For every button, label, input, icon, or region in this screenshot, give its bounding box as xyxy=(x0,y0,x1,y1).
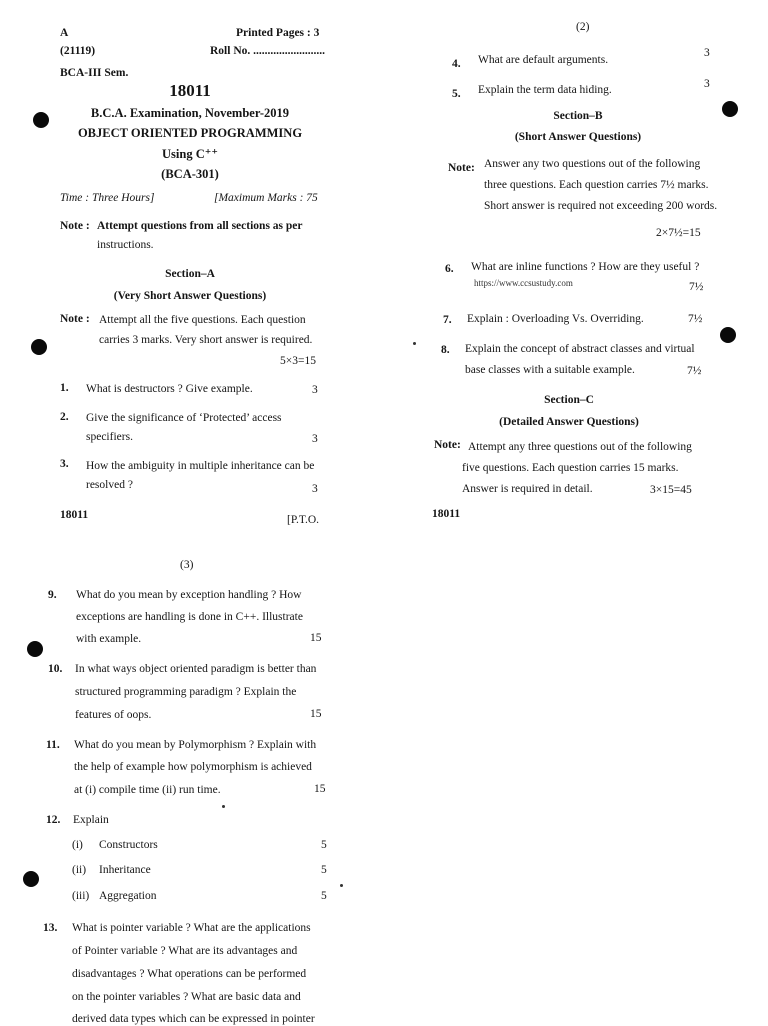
note-text: carries 3 marks. Very short answer is required. xyxy=(99,334,313,346)
note-text: Short answer is required not exceeding 200 words. xyxy=(484,200,718,212)
question-marks: 15 xyxy=(314,783,326,795)
question-marks: 7½ xyxy=(687,365,702,377)
question-text: base classes with a suitable example. xyxy=(465,364,635,376)
question-number: 2. xyxy=(60,411,69,423)
question-text: features of oops. xyxy=(75,709,152,721)
semester: BCA-III Sem. xyxy=(60,67,129,79)
question-text: What do you mean by exception handling ? How xyxy=(76,589,302,601)
exam-code: (21119) xyxy=(60,45,96,57)
note-text: Attempt questions from all sections as per xyxy=(97,220,303,232)
punch-hole xyxy=(31,339,47,355)
question-text: How the ambiguity in multiple inheritance can be xyxy=(86,460,315,472)
scan-speck xyxy=(222,805,225,808)
question-marks: 3 xyxy=(704,78,710,90)
note-text: five questions. Each question carries 15 marks. xyxy=(462,462,679,474)
footer-code: 18011 xyxy=(432,508,461,520)
section-c-subheading: (Detailed Answer Questions) xyxy=(499,416,639,428)
question-number: 8. xyxy=(441,344,450,356)
question-text: Explain the concept of abstract classes and virtual xyxy=(465,343,695,355)
question-number: 1. xyxy=(60,382,69,394)
subpart-label: (iii) xyxy=(72,890,90,902)
question-text: derived data types which can be expressed in pointer xyxy=(72,1013,315,1025)
note-text: instructions. xyxy=(97,239,154,251)
subpart-label: (i) xyxy=(72,839,83,851)
note-label: Note: xyxy=(448,162,475,174)
question-number: 12. xyxy=(46,814,61,826)
question-text: disadvantages ? What operations can be performed xyxy=(72,968,307,980)
question-text: the help of example how polymorphism is achieved xyxy=(74,761,312,773)
question-text: at (i) compile time (ii) run time. xyxy=(74,784,221,796)
question-text: What is destructors ? Give example. xyxy=(86,383,253,395)
question-text: What are default arguments. xyxy=(478,54,609,66)
question-marks: 3 xyxy=(312,433,318,445)
page-number: (2) xyxy=(576,21,590,33)
question-text: specifiers. xyxy=(86,431,133,443)
section-a-subheading: (Very Short Answer Questions) xyxy=(113,290,267,302)
question-text: with example. xyxy=(76,633,142,645)
printed-pages: Printed Pages : 3 xyxy=(236,27,320,39)
footer-pto: [P.T.O. xyxy=(287,514,320,526)
question-marks: 7½ xyxy=(689,281,704,293)
subject-title: OBJECT ORIENTED PROGRAMMING xyxy=(77,126,303,140)
subject-using: Using C⁺⁺ xyxy=(162,147,218,161)
punch-hole xyxy=(27,641,43,657)
subpart-label: (ii) xyxy=(72,864,87,876)
question-text: What are inline functions ? How are they useful ? xyxy=(471,261,700,273)
question-marks: 3 xyxy=(312,483,318,495)
marks-formula: 5×3=15 xyxy=(280,355,316,367)
question-marks: 5 xyxy=(321,864,327,876)
question-text: In what ways object oriented paradigm is better than xyxy=(75,663,317,675)
section-b-subheading: (Short Answer Questions) xyxy=(514,131,642,143)
series-letter: A xyxy=(60,27,69,39)
subpart-text: Aggregation xyxy=(99,890,157,902)
section-c-heading: Section–C xyxy=(544,394,594,406)
punch-hole xyxy=(23,871,39,887)
question-number: 11. xyxy=(46,739,60,751)
marks-formula: 3×15=45 xyxy=(650,484,692,496)
note-text: three questions. Each question carries 7½ marks. xyxy=(484,179,709,191)
scan-speck xyxy=(340,884,343,887)
page-number: (3) xyxy=(180,559,194,571)
question-text: exceptions are handling is done in C++. Illustrate xyxy=(76,611,303,623)
note-label: Note: xyxy=(434,439,461,451)
question-marks: 15 xyxy=(310,708,322,720)
footer-code: 18011 xyxy=(60,509,89,521)
question-marks: 5 xyxy=(321,839,327,851)
exam-name: B.C.A. Examination, November-2019 xyxy=(90,106,290,120)
marks-formula: 2×7½=15 xyxy=(656,227,701,239)
question-number: 4. xyxy=(452,58,461,70)
question-text: Give the significance of ‘Protected’ access xyxy=(86,412,282,424)
question-number: 13. xyxy=(43,922,58,934)
punch-hole xyxy=(722,101,738,117)
question-marks: 15 xyxy=(310,632,322,644)
roll-no: Roll No. ......................... xyxy=(210,45,325,57)
question-text: Explain the term data hiding. xyxy=(478,84,612,96)
note-text: Attempt all the five questions. Each question xyxy=(99,314,306,326)
note-text: Attempt any three questions out of the following xyxy=(468,441,692,453)
question-marks: 7½ xyxy=(688,313,703,325)
note-label: Note : xyxy=(60,220,90,232)
section-b-heading: Section–B xyxy=(553,110,603,122)
section-a-heading: Section–A xyxy=(165,268,215,280)
paper-code: (BCA-301) xyxy=(161,167,219,181)
note-label: Note : xyxy=(60,313,90,325)
question-number: 5. xyxy=(452,88,461,100)
paper-number: 18011 xyxy=(169,81,211,100)
question-text: What do you mean by Polymorphism ? Explain with xyxy=(74,739,317,751)
subpart-text: Inheritance xyxy=(99,864,151,876)
scan-speck xyxy=(413,342,416,345)
subpart-text: Constructors xyxy=(99,839,158,851)
question-number: 3. xyxy=(60,458,69,470)
question-number: 10. xyxy=(48,663,63,675)
question-marks: 3 xyxy=(312,384,318,396)
question-text: resolved ? xyxy=(86,479,133,491)
note-text: Answer is required in detail. xyxy=(462,483,593,495)
question-text: Explain : Overloading Vs. Overriding. xyxy=(467,313,644,325)
question-text: Explain xyxy=(73,814,109,826)
max-marks: [Maximum Marks : 75 xyxy=(214,192,318,204)
source-url: https://www.ccsustudy.com xyxy=(474,278,573,288)
question-marks: 3 xyxy=(704,47,710,59)
question-text: structured programming paradigm ? Explain the xyxy=(75,686,297,698)
question-number: 7. xyxy=(443,314,452,326)
punch-hole xyxy=(720,327,736,343)
question-text: What is pointer variable ? What are the applications xyxy=(72,922,311,934)
question-marks: 5 xyxy=(321,890,327,902)
question-number: 9. xyxy=(48,589,57,601)
time-allowed: Time : Three Hours] xyxy=(60,192,155,204)
question-text: on the pointer variables ? What are basic data and xyxy=(72,991,301,1003)
question-text: of Pointer variable ? What are its advantages and xyxy=(72,945,298,957)
note-text: Answer any two questions out of the following xyxy=(484,158,701,170)
question-number: 6. xyxy=(445,263,454,275)
